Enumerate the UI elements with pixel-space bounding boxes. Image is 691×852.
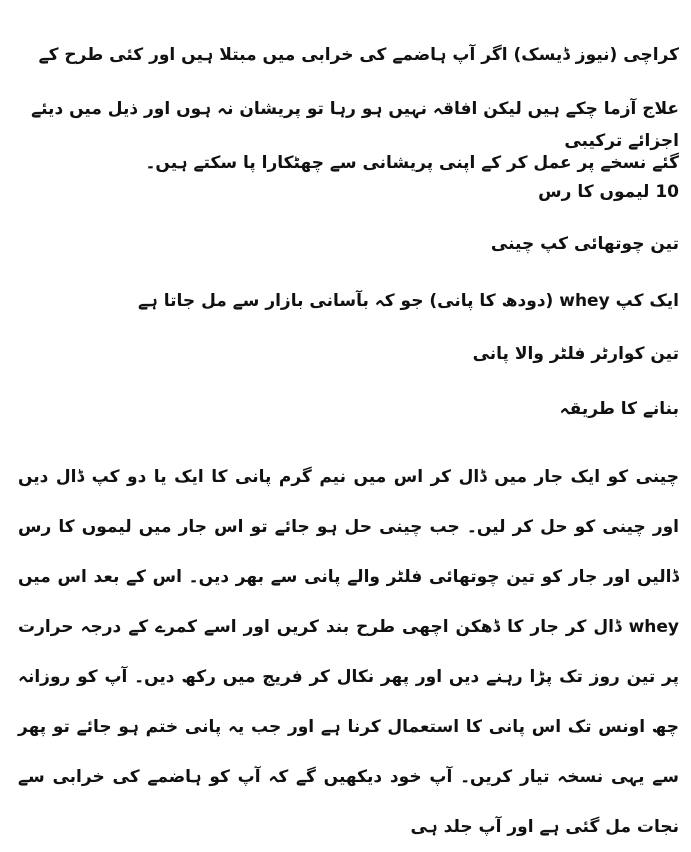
method-heading: بنانے کا طریقہ [559,399,679,419]
ingredient-item: 10 لیموں کا رس [538,182,679,202]
intro-paragraph: کراچی (نیوز ڈیسک) اگر آپ ہاضمے کی خرابی میں مبتلا ہیں اور کئی طرح کے علاج آزما چکے ہیں لیکن افاقہ نہیں ہو رہا تو پریشان نہ ہوں اور ذیل میں دیئے گئے نسخے پر عمل کر کے اپنی پریشانی سے چھٹکارا پا سکتے ہیں۔ [31,45,679,173]
ingredient-item: ایک کپ whey (دودھ کا پانی) جو کہ بآسانی بازار سے مل جاتا ہے [137,291,679,311]
ingredient-item: تین کوارٹر فلٹر والا پانی [472,344,679,364]
method-paragraph: چینی کو ایک جار میں ڈال کر اس میں نیم گرم پانی کا ایک یا دو کپ ڈال دیں اور چینی کو حل کر لیں۔ جب چینی حل ہو جائے تو اس جار میں لیموں کا رس ڈالیں اور جار کو تین چوتھائی فلٹر والے پانی سے بھر دیں۔ اس کے بعد اس میں whey ڈال کر جار کا ڈھکن اچھی طرح بند کریں اور اسے کمرے کے درجہ حرارت پر تین روز تک پڑا رہنے دیں اور پھر نکال کر فریج میں رکھ دیں۔ آپ کو روزانہ چھ اونس تک اس پانی کا استعمال کرنا ہے اور جب یہ پانی ختم ہو جائے تو پھر سے یہی نسخہ تیار کریں۔ آپ خود دیکھیں گے کہ آپ کو ہاضمے کی خرابی سے نجات مل گئی ہے اور آپ جلد ہی [18,467,679,837]
ingredient-item: تین چوتھائی کپ چینی [490,234,679,254]
ingredients-heading: اجزائے ترکیبی [564,131,679,151]
